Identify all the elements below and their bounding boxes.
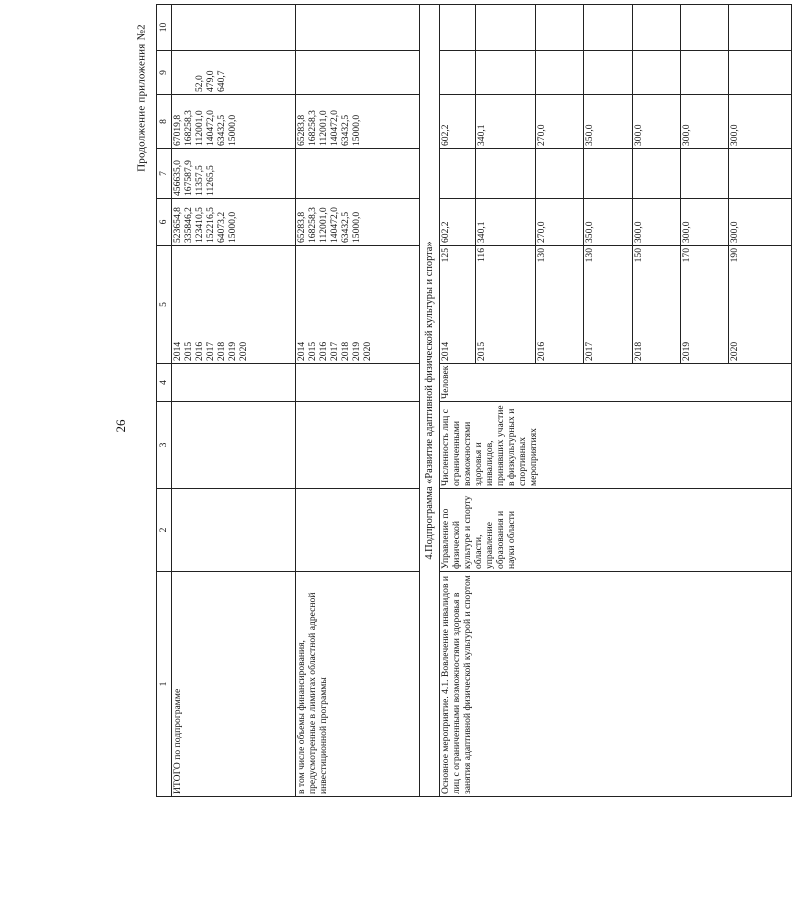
value-cell: 300,0: [632, 95, 680, 149]
value-cell: 350,0: [584, 95, 632, 149]
column-header: 2: [157, 489, 172, 572]
empty-cell: [728, 51, 791, 95]
including-label: в том числе объемы финансирования, предусмотренные в лимитах областной адресной инвестиционной программы: [296, 572, 420, 797]
value-cell: 523654,8: [172, 207, 183, 243]
value-cell: 479,0: [205, 70, 217, 92]
value-cell: 152216,5: [205, 207, 217, 243]
year-cell: 2017 130: [584, 246, 632, 364]
empty-cell: [296, 5, 420, 51]
empty-cell: [632, 149, 680, 199]
empty-cell: [536, 5, 584, 51]
year-cell: 2015 116: [475, 246, 536, 364]
value-cell: 63432,5: [216, 114, 228, 146]
including-years: [296, 246, 420, 364]
year-cell: 2019 170: [680, 246, 728, 364]
including-col8: [296, 95, 420, 149]
empty-cell: [632, 51, 680, 95]
year-cell: 2015: [307, 341, 319, 361]
value-cell: 65283,8: [296, 211, 307, 243]
column-header: 4: [157, 364, 172, 402]
value-cell: 11357,5: [194, 165, 206, 196]
empty-cell: [584, 51, 632, 95]
year-cell: 2018: [216, 341, 228, 361]
empty-cell: [584, 149, 632, 199]
column-header: 9: [157, 51, 172, 95]
value-cell: 602,2: [440, 199, 475, 246]
year-cell: 2014 125: [440, 246, 475, 364]
empty-cell: [584, 5, 632, 51]
total-years: [172, 246, 296, 364]
measure-unit: Человек: [440, 364, 792, 402]
value-cell: 300,0: [728, 95, 791, 149]
empty-cell: [296, 402, 420, 489]
section-title: 4.Подпрограмма «Развитие адаптивной физической культуры и спорта»: [420, 5, 440, 797]
column-header: 5: [157, 246, 172, 364]
value-cell: 15000,0: [227, 114, 239, 146]
value-cell: 300,0: [632, 199, 680, 246]
year-cell: 2017: [329, 341, 341, 361]
empty-cell: [172, 5, 296, 51]
value-cell: [172, 53, 183, 92]
total-col6: [172, 199, 296, 246]
column-number-row: [157, 5, 172, 797]
total-label: ИТОГО по подпрограмме: [172, 572, 296, 797]
year-cell: 2018 150: [632, 246, 680, 364]
year-cell: 2019: [351, 341, 363, 361]
value-cell: 340,1: [475, 199, 536, 246]
value-cell: 112001,0: [318, 110, 330, 146]
column-header: 10: [157, 5, 172, 51]
value-cell: 15000,0: [351, 114, 363, 146]
value-cell: 63432,5: [340, 211, 352, 243]
page-number: 26: [113, 419, 128, 433]
year-cell: 2017: [205, 341, 217, 361]
empty-cell: [536, 51, 584, 95]
empty-cell: [728, 149, 791, 199]
value-cell: 64073,2: [216, 211, 228, 243]
including-row: [296, 5, 420, 797]
empty-cell: [296, 149, 420, 199]
value-cell: 168258,3: [307, 207, 319, 243]
column-header: 1: [157, 572, 172, 797]
empty-cell: [440, 149, 475, 199]
value-cell: 300,0: [728, 199, 791, 246]
value-cell: 335846,2: [183, 207, 195, 243]
value-cell: 300,0: [680, 199, 728, 246]
measure-row: [440, 5, 475, 797]
value-cell: 168258,3: [183, 110, 195, 146]
empty-cell: [680, 5, 728, 51]
year-cell: 2020: [362, 341, 374, 361]
total-col9: [172, 51, 296, 95]
including-col6: [296, 199, 420, 246]
empty-cell: [680, 149, 728, 199]
year-cell: 2020: [238, 341, 250, 361]
measure-label: Основное мероприятие. 4.1. Вовлечение инвалидов и лиц с ограниченными возможностями здоровья в занятия адаптивной физической культурой и спортом: [440, 572, 792, 797]
appendix-title: Продолжение приложения №2: [135, 24, 148, 172]
value-cell: 63432,5: [340, 114, 352, 146]
year-cell: 2016: [194, 341, 206, 361]
year-cell: 2019: [227, 341, 239, 361]
empty-cell: [172, 402, 296, 489]
column-header: 8: [157, 95, 172, 149]
empty-cell: [475, 149, 536, 199]
value-cell: 140472,0: [205, 110, 217, 146]
value-cell: 300,0: [680, 95, 728, 149]
year-cell: 2020 190: [728, 246, 791, 364]
year-cell: 2016: [318, 341, 330, 361]
empty-cell: [296, 364, 420, 402]
value-cell: 11265,5: [205, 165, 217, 196]
value-cell: 123410,5: [194, 207, 206, 243]
empty-cell: [680, 51, 728, 95]
value-cell: 67019,8: [172, 114, 183, 146]
total-row: [172, 5, 296, 797]
budget-table: [156, 4, 792, 797]
value-cell: 15000,0: [227, 211, 239, 243]
empty-cell: [475, 5, 536, 51]
empty-cell: [296, 489, 420, 572]
empty-cell: [632, 5, 680, 51]
empty-cell: [475, 51, 536, 95]
rotated-table-container: [156, 5, 792, 797]
value-cell: 140472,0: [329, 207, 341, 243]
section-title-row: [420, 5, 440, 797]
total-col7: [172, 149, 296, 199]
total-col8: [172, 95, 296, 149]
value-cell: 340,1: [475, 95, 536, 149]
value-cell: 456635,0: [172, 160, 183, 196]
value-cell: 15000,0: [351, 211, 363, 243]
empty-cell: [440, 51, 475, 95]
year-cell: 2014: [172, 341, 183, 361]
column-header: 7: [157, 149, 172, 199]
empty-cell: [536, 149, 584, 199]
value-cell: 602,2: [440, 95, 475, 149]
value-cell: 350,0: [584, 199, 632, 246]
empty-cell: [172, 489, 296, 572]
value-cell: 112001,0: [318, 207, 330, 243]
measure-indicator: Численность лиц с ограниченными возможностями здоровья и инвалидов, принявших участие в физкультурных и спортивных мероприятиях: [440, 402, 792, 489]
value-cell: 167587,9: [183, 160, 195, 196]
value-cell: 140472,0: [329, 110, 341, 146]
year-cell: 2018: [340, 341, 352, 361]
column-header: 3: [157, 402, 172, 489]
empty-cell: [172, 364, 296, 402]
year-cell: 2015: [183, 341, 195, 361]
year-cell: 2014: [296, 341, 307, 361]
value-cell: [183, 53, 194, 92]
empty-cell: [728, 5, 791, 51]
value-cell: 640,7: [216, 70, 228, 92]
value-cell: 52,0: [194, 75, 206, 92]
value-cell: 112001,0: [194, 110, 206, 146]
value-cell: 65283,8: [296, 114, 307, 146]
value-cell: 168258,3: [307, 110, 319, 146]
empty-cell: [440, 5, 475, 51]
column-header: 6: [157, 199, 172, 246]
value-cell: 270,0: [536, 199, 584, 246]
year-cell: 2016 130: [536, 246, 584, 364]
measure-executor: Управление по физической культуре и спорту области, управление образования и науки области: [440, 489, 792, 572]
empty-cell: [296, 51, 420, 95]
value-cell: 270,0: [536, 95, 584, 149]
